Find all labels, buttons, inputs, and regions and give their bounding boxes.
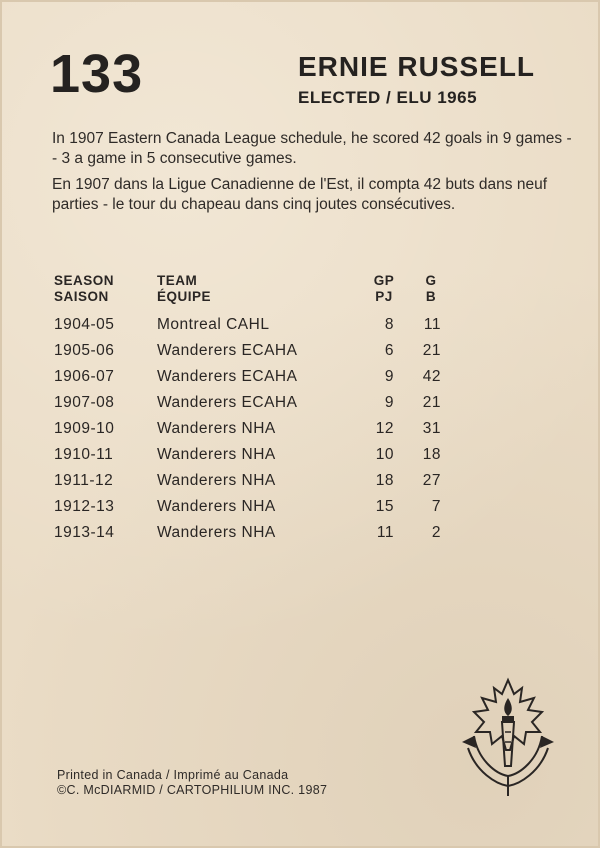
season-cell: 1906-07 — [54, 368, 115, 385]
copyright-line: ©C. McDIARMID / CARTOPHILIUM INC. 1987 — [57, 783, 328, 797]
printed-in-line: Printed in Canada / Imprimé au Canada — [57, 768, 289, 782]
team-cell: Wanderers NHA — [157, 472, 276, 489]
games-played-cell: 8 — [384, 316, 394, 333]
games-played-cell: 6 — [384, 342, 394, 359]
goals-cell: 27 — [422, 472, 441, 489]
hockey-hall-of-fame-logo — [456, 676, 560, 798]
season-cell: 1907-08 — [54, 394, 115, 411]
bio-english: In 1907 Eastern Canada League schedule, he scored 42 goals in 9 games -- 3 a game in 5 consecutive games. — [52, 130, 572, 167]
season-cell: 1911-12 — [54, 472, 114, 489]
team-cell: Wanderers ECAHA — [157, 342, 298, 359]
header-team: TEAM ÉQUIPE — [157, 273, 212, 304]
elected-year: ELECTED / ELU 1965 — [298, 88, 478, 107]
team-cell: Wanderers NHA — [157, 524, 276, 541]
games-played-cell: 9 — [384, 368, 394, 385]
season-cell: 1910-11 — [54, 446, 114, 463]
games-played-cell: 18 — [375, 472, 394, 489]
team-cell: Wanderers ECAHA — [157, 394, 298, 411]
games-played-cell: 15 — [375, 498, 394, 515]
goals-cell: 2 — [431, 524, 441, 541]
goals-cell: 11 — [423, 316, 441, 333]
season-cell: 1912-13 — [54, 498, 115, 515]
team-cell: Wanderers NHA — [157, 446, 276, 463]
header-goals: G B — [425, 273, 437, 304]
season-cell: 1904-05 — [54, 316, 115, 333]
season-cell: 1905-06 — [54, 342, 115, 359]
team-cell: Montreal CAHL — [157, 316, 270, 333]
season-cell: 1913-14 — [54, 524, 115, 541]
season-cell: 1909-10 — [54, 420, 115, 437]
games-played-cell: 11 — [376, 524, 394, 541]
goals-cell: 42 — [422, 368, 441, 385]
team-cell: Wanderers ECAHA — [157, 368, 298, 385]
bio-french: En 1907 dans la Ligue Canadienne de l'Est, il compta 42 buts dans neuf parties - le tour du chapeau dans cinq joutes consécutives. — [52, 176, 548, 213]
goals-cell: 21 — [422, 394, 441, 411]
goals-cell: 31 — [422, 420, 441, 437]
goals-cell: 21 — [422, 342, 441, 359]
goals-cell: 18 — [422, 446, 441, 463]
header-games-played: GP PJ — [373, 273, 395, 304]
games-played-cell: 10 — [375, 446, 394, 463]
player-name: ERNIE RUSSELL — [298, 51, 536, 82]
goals-cell: 7 — [431, 498, 441, 515]
card-number: 133 — [50, 44, 144, 104]
team-cell: Wanderers NHA — [157, 420, 276, 437]
games-played-cell: 9 — [384, 394, 394, 411]
games-played-cell: 12 — [375, 420, 394, 437]
team-cell: Wanderers NHA — [157, 498, 276, 515]
header-season: SEASON SAISON — [54, 273, 115, 304]
